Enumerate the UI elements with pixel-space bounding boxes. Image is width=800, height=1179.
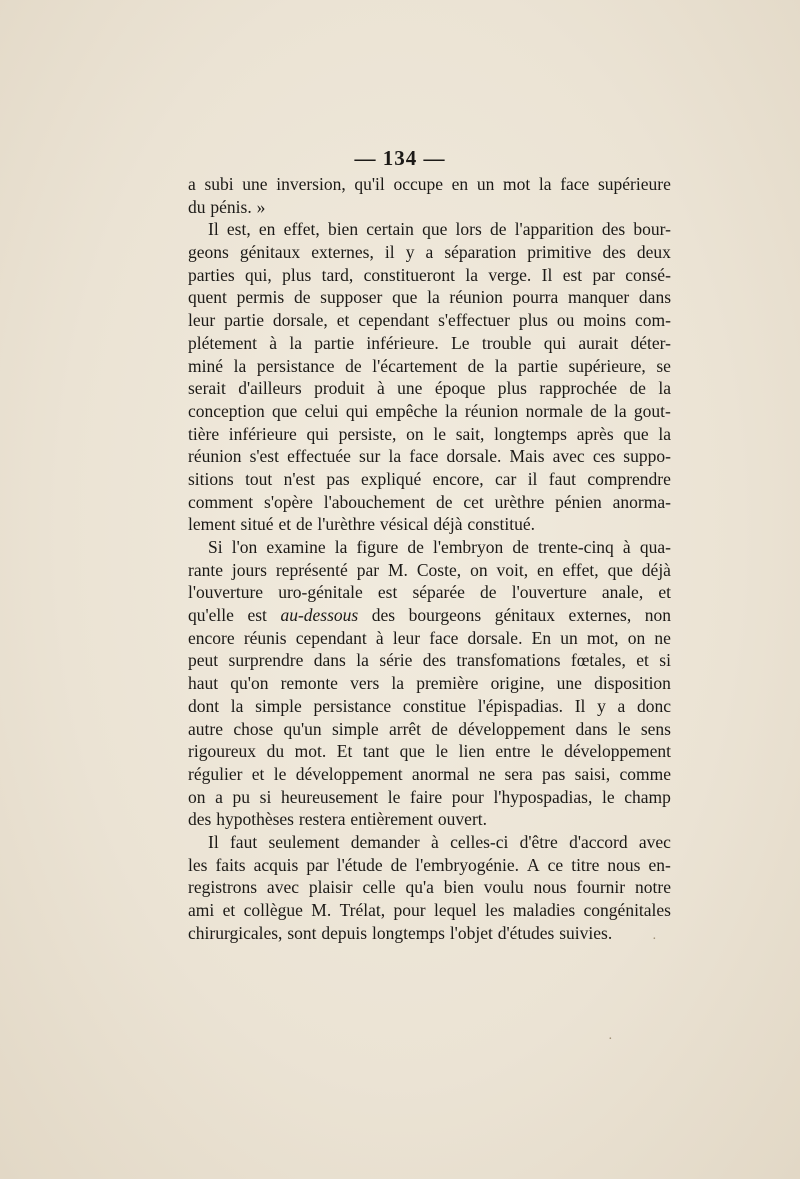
text-line: qu'elle est au-dessous des bourgeons génitaux externes, non (188, 605, 671, 626)
text-line: serait d'ailleurs produit à une époque plus rapprochée de la (188, 378, 671, 399)
text-line: rigoureux du mot. Et tant que le lien entre le développement (188, 741, 671, 762)
text-line: haut qu'on remonte vers la première origine, une disposition (188, 673, 671, 694)
text-line: plétement à la partie inférieure. Le trouble qui aurait déter- (188, 332, 671, 353)
paper-blemish: · (608, 1032, 613, 1047)
text-line: comment s'opère l'abouchement de cet urèthre pénien anorma- (188, 491, 671, 512)
text-line: les faits acquis par l'étude de l'embryogénie. A ce titre nous en- (188, 854, 671, 875)
text-line: Il faut seulement demander à celles-ci d'être d'accord avec (208, 831, 671, 852)
paragraph (188, 831, 671, 944)
text-line: rante jours représenté par M. Coste, on voit, en effet, que déjà (188, 559, 671, 580)
paper-blemish: · (652, 932, 657, 947)
text-line: leur partie dorsale, et cependant s'effectuer plus ou moins com- (188, 310, 671, 331)
body-text (188, 173, 671, 944)
text-line: régulier et le développement anormal ne sera pas saisi, comme (188, 763, 671, 784)
text-line: Il est, en effet, bien certain que lors de l'apparition des bour- (208, 219, 671, 240)
text-line: autre chose qu'un simple arrêt de développement dans le sens (188, 718, 671, 739)
page-number: — 134 — (354, 146, 446, 170)
paragraph (188, 218, 671, 536)
text-line: sitions tout n'est pas expliqué encore, car il faut comprendre (188, 468, 671, 489)
text-line: miné la persistance de l'écartement de la partie supérieure, se (188, 355, 671, 376)
text-line: a subi une inversion, qu'il occupe en un mot la face supérieure (188, 174, 671, 194)
text-line: réunion s'est effectuée sur la face dorsale. Mais avec ces suppo- (188, 446, 671, 467)
text-line: registrons avec plaisir celle qu'a bien voulu nous fournir notre (188, 877, 671, 898)
text-line: quent permis de supposer que la réunion pourra manquer dans (188, 287, 671, 308)
text-line: tière inférieure qui persiste, on le sait, longtemps après que la (188, 423, 671, 444)
text-line: du pénis. » (188, 196, 266, 217)
text-line: Si l'on examine la figure de l'embryon de trente-cinq à qua- (208, 537, 671, 557)
text-line: geons génitaux externes, il y a séparation primitive des deux (188, 242, 671, 263)
text-line: conception que celui qui empêche la réunion normale de la gout- (188, 400, 671, 421)
text-line: dont la simple persistance constitue l'épispadias. Il y a donc (188, 695, 671, 716)
text-line: peut surprendre dans la série des transfomations fœtales, et si (188, 650, 671, 671)
text-line: encore réunis cependant à leur face dorsale. En un mot, on ne (188, 627, 671, 648)
paragraph (188, 173, 671, 218)
text-line: lement situé et de l'urèthre vésical déjà constitué. (188, 514, 535, 535)
text-line: parties qui, plus tard, constitueront la verge. Il est par consé- (188, 264, 671, 285)
text-line: chirurgicales, sont depuis longtemps l'objet d'études suivies. (188, 922, 613, 943)
text-line: des hypothèses restera entièrement ouvert. (188, 809, 488, 830)
text-line: ami et collègue M. Trélat, pour lequel les maladies congénitales (188, 900, 671, 920)
paragraph (188, 536, 671, 831)
text-line: on a pu si heureusement le faire pour l'hypospadias, le champ (188, 786, 671, 807)
text-line: l'ouverture uro-génitale est séparée de l'ouverture anale, et (188, 582, 671, 603)
